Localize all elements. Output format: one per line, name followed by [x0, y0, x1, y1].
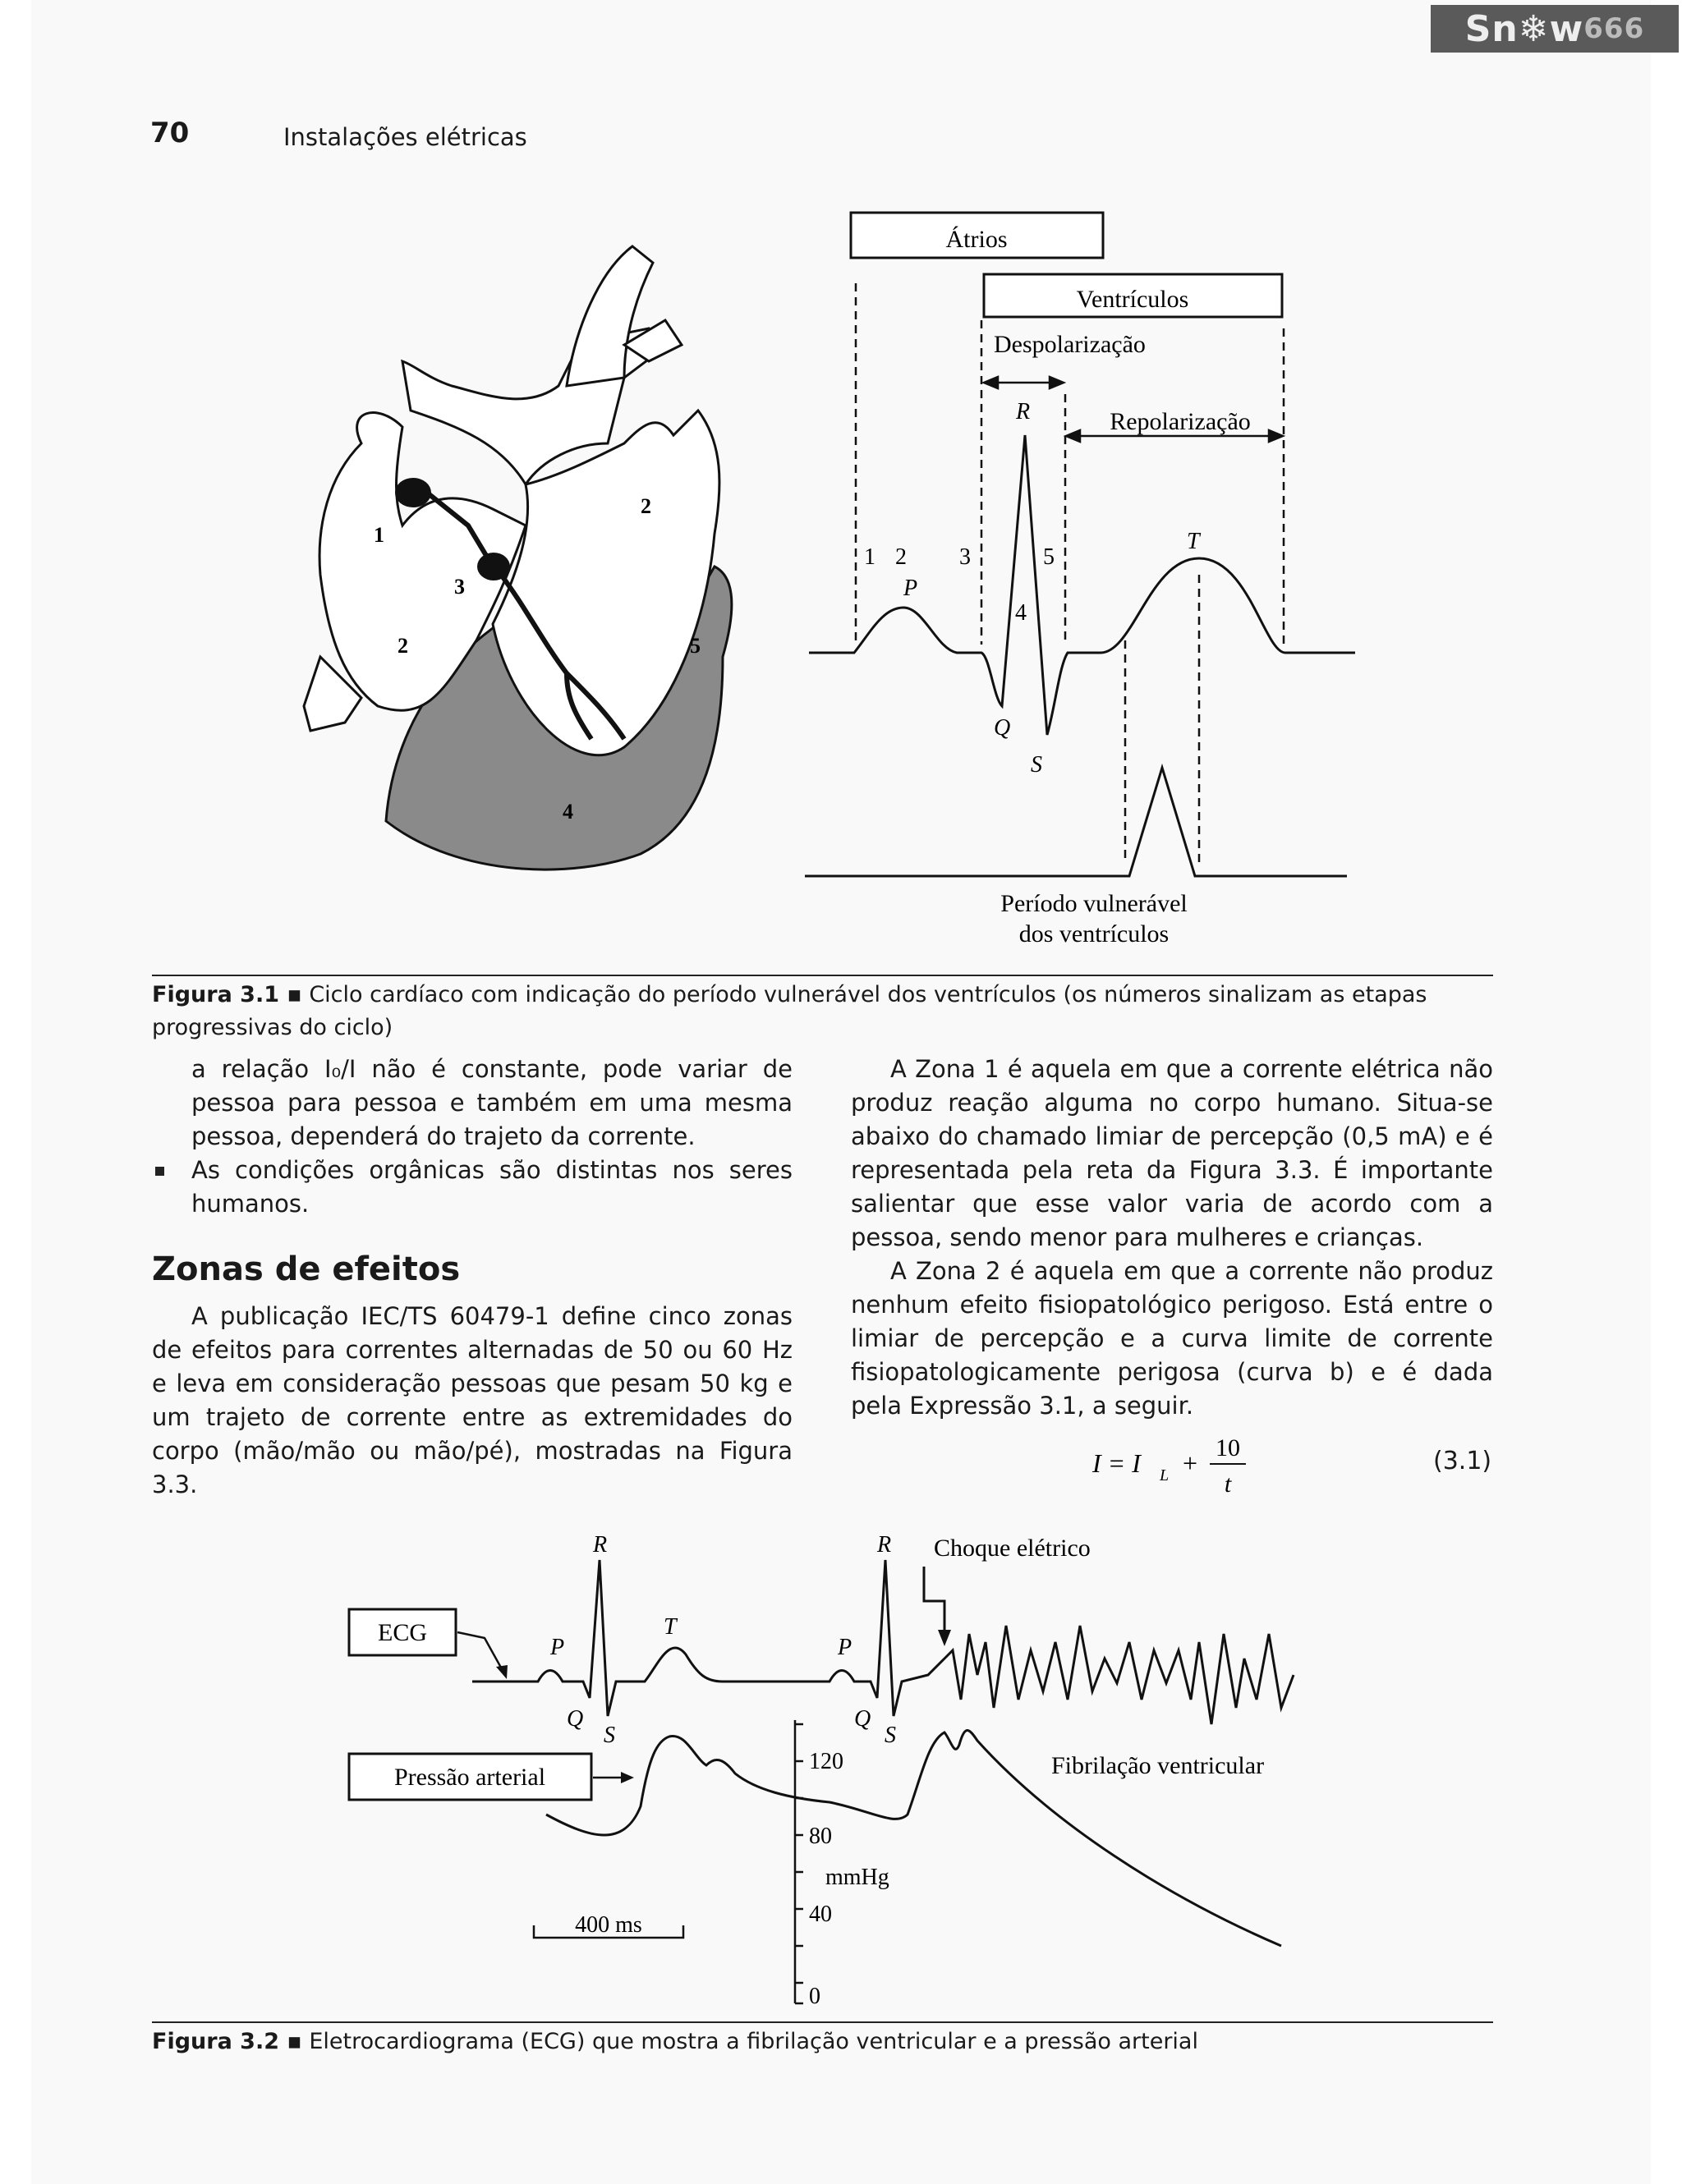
step-1: 1	[864, 544, 875, 570]
axis-tick-80: 80	[809, 1824, 832, 1849]
shock-label: Choque elétrico	[934, 1535, 1091, 1562]
equation-sub: L	[1160, 1466, 1170, 1484]
ecg-box-label: ECG	[378, 1619, 427, 1646]
left-bullet-1: As condições orgânicas são distintas nos seres humanos.	[152, 1154, 793, 1221]
figure2-caption	[152, 2026, 1482, 2058]
page-number: 70	[150, 117, 190, 149]
atrios-label: Átrios	[945, 226, 1008, 253]
watermark-suffix: 666	[1583, 12, 1645, 45]
axis-tick-120: 120	[809, 1749, 843, 1774]
step-3: 3	[959, 544, 971, 570]
figure1-rule	[152, 975, 1493, 976]
figure2-rule	[152, 2021, 1493, 2023]
section-heading: Zonas de efeitos	[152, 1250, 461, 1288]
ventriculos-label: Ventrículos	[1076, 286, 1189, 313]
fig2-s2: S	[885, 1723, 896, 1748]
heart-label-1: 1	[374, 523, 384, 547]
step-2: 2	[895, 544, 907, 570]
axis-tick-0: 0	[809, 1984, 820, 2009]
right-column	[851, 1053, 1493, 1423]
s-wave-label: S	[1031, 752, 1042, 778]
equation-plus: +	[1183, 1448, 1198, 1478]
heart-label-4: 4	[563, 800, 573, 824]
fibrillation-label: Fibrilação ventricular	[1051, 1752, 1265, 1779]
left-column-2	[152, 1300, 793, 1502]
fig2-p1: P	[550, 1635, 565, 1660]
fig2-r2: R	[877, 1532, 892, 1558]
figure1-caption-text: Ciclo cardíaco com indicação do período vulnerável dos ventrículos (os números sinalizam as etapas progressivas do ciclo)	[152, 982, 1427, 1040]
heart-label-2b: 2	[398, 634, 408, 658]
fig2-t1: T	[664, 1614, 677, 1640]
right-para-1: A Zona 1 é aquela em que a corrente elétrica não produz reação alguma no corpo humano. Situa-se abaixo do chamado limiar de percepção (0,5 mA) e é representada pela reta da Figura 3.3. É importante salientar que esse valor varia de acordo com a pessoa, sendo menor para mulheres e crianças.	[851, 1055, 1493, 1251]
scale-bar-label: 400 ms	[575, 1912, 642, 1938]
right-para-2: A Zona 2 é aquela em que a corrente não produz nenhum efeito fisiopatológico perigoso. Está entre o limiar de percepção e a curva limite de corrente fisiopatologicamente perigosa (curva b) e é dada pela Expressão 3.1, a seguir.	[851, 1257, 1493, 1420]
fig2-p2: P	[838, 1635, 852, 1660]
axis-tick-40: 40	[809, 1902, 832, 1927]
step-4: 4	[1015, 600, 1027, 626]
figure-3-1	[0, 0, 1682, 969]
running-title: Instalações elétricas	[283, 123, 527, 151]
fig2-s1: S	[604, 1723, 615, 1748]
heart-illustration	[304, 246, 732, 869]
equation-denominator: t	[1224, 1471, 1232, 1498]
fig2-r1: R	[593, 1532, 608, 1558]
ecg-cycle-diagram	[805, 213, 1355, 947]
heart-label-5: 5	[690, 634, 701, 658]
equation-number: (3.1)	[1433, 1447, 1492, 1475]
heart-label-3: 3	[454, 575, 465, 599]
repolarizacao-label: Repolarização	[1110, 408, 1251, 435]
despolarizacao-label: Despolarização	[994, 331, 1146, 358]
equation-lhs: I = I	[1092, 1448, 1141, 1478]
t-wave-label: T	[1187, 529, 1200, 554]
figure2-caption-text: Eletrocardiograma (ECG) que mostra a fibrilação ventricular e a pressão arterial	[309, 2029, 1198, 2054]
equation-3-1	[1084, 1425, 1330, 1498]
vulneravel-line2: dos ventrículos	[1018, 920, 1170, 947]
heart-label-2a: 2	[641, 494, 651, 518]
q-wave-label: Q	[994, 715, 1011, 741]
p-wave-label: P	[903, 576, 918, 601]
r-wave-label: R	[1016, 399, 1031, 424]
left-para-1: a relação I₀/I não é constante, pode variar de pessoa para pessoa e também em uma mesma pessoa, dependerá do trajeto da corrente.	[191, 1055, 793, 1150]
figure1-caption-label: Figura 3.1 ▪	[152, 982, 302, 1007]
axis-unit: mmHg	[825, 1865, 889, 1890]
figure-3-2	[0, 1511, 1682, 2036]
figure2-caption-label: Figura 3.2 ▪	[152, 2029, 302, 2054]
figure1-caption	[152, 979, 1482, 1044]
pressure-box-label: Pressão arterial	[393, 1764, 546, 1791]
step-5: 5	[1043, 544, 1055, 570]
vulneravel-line1: Período vulnerável	[1000, 890, 1188, 917]
left-para-2: A publicação IEC/TS 60479-1 define cinco zonas de efeitos para correntes alternadas de 50 ou 60 Hz e leva em consideração pessoas que pesam 50 kg e um trajeto de corrente entre as extremidades do corpo (mão/mão ou mão/pé), mostradas na Figura 3.3.	[152, 1302, 793, 1498]
fig2-q1: Q	[567, 1706, 584, 1732]
equation-numerator: 10	[1216, 1434, 1240, 1461]
fig2-q2: Q	[854, 1706, 871, 1732]
left-column	[152, 1053, 793, 1221]
watermark-text: Sn❄w	[1464, 7, 1584, 50]
